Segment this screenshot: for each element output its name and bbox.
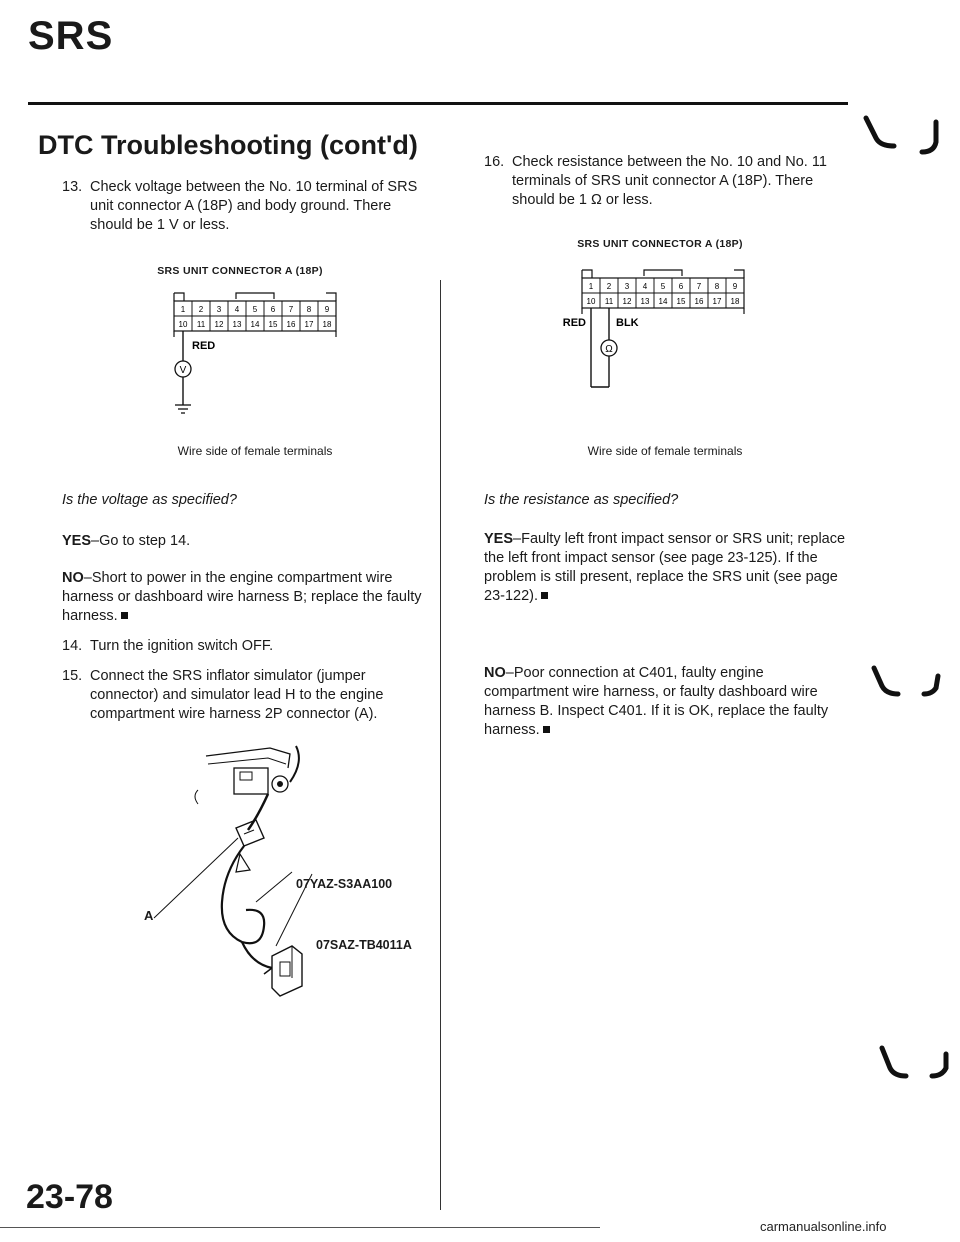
right-no-text: Poor connection at C401, faulty engine compartment wire harness, or faulty dashboard wire harness B. Inspect C401. If it is OK, replace the faulty harness. (484, 665, 829, 738)
left-voltmeter-icon: V (179, 365, 187, 376)
left-connector-cells (174, 301, 336, 331)
binder-mark-bottom-icon (876, 1042, 956, 1092)
binder-mark-middle-icon (868, 662, 948, 712)
left-terminal-label: 7 (288, 305, 294, 314)
left-connector-caption: Wire side of female terminals (177, 444, 333, 458)
right-ohmmeter-icon: Ω (605, 344, 613, 355)
step-15-number: 15. (62, 668, 83, 684)
left-terminal-label: 13 (232, 320, 242, 329)
right-terminal-label: 17 (712, 297, 722, 306)
right-terminal-label: 9 (732, 282, 738, 291)
step-13 (62, 178, 425, 235)
end-mark-icon (543, 726, 550, 733)
section-title: DTC Troubleshooting (cont'd) (38, 130, 418, 160)
page-number: 23-78 (26, 1178, 113, 1216)
right-terminal-label: 7 (696, 282, 702, 291)
step-16 (484, 153, 842, 210)
page-header-title: SRS (28, 14, 114, 58)
right-terminal-label: 4 (642, 282, 648, 291)
right-terminal-label: 14 (658, 297, 668, 306)
right-terminal-label: 3 (624, 282, 630, 291)
left-terminal-label: 14 (250, 320, 260, 329)
step-16-number: 16. (484, 154, 505, 170)
left-no-label: NO (62, 570, 84, 586)
left-terminal-label: 6 (270, 305, 276, 314)
left-terminal-label: 12 (214, 320, 224, 329)
right-terminal-label: 1 (588, 282, 594, 291)
right-wire-right-label: BLK (616, 317, 639, 329)
left-terminal-label: 3 (216, 305, 222, 314)
part-number-2: 07SAZ-TB4011A (316, 938, 412, 952)
column-divider (440, 280, 441, 1210)
right-terminal-label: 5 (660, 282, 666, 291)
left-connector-title: SRS UNIT CONNECTOR A (18P) (157, 265, 323, 277)
left-no-text: Short to power in the engine compartment wire harness or dashboard wire harness B; replace the faulty harness. (62, 570, 422, 624)
right-terminal-label: 18 (730, 297, 740, 306)
left-terminal-label: 2 (198, 305, 204, 314)
header-rule (28, 102, 848, 105)
step-15-text: Connect the SRS inflator simulator (jumper connector) and simulator lead H to the engine compartment wire harness 2P connector (A). (90, 668, 384, 722)
left-terminal-label: 4 (234, 305, 240, 314)
right-terminal-label: 2 (606, 282, 612, 291)
left-terminal-label: 8 (306, 305, 312, 314)
left-wire-color-label: RED (192, 340, 216, 352)
right-yes-label: YES (484, 531, 514, 547)
left-terminal-label: 17 (304, 320, 314, 329)
right-yes-answer: YES–Faulty left front impact sensor or SRS unit; replace the left front impact sensor (see page 23-125). If the problem is still present, replace the SRS unit (see page 23-122). (484, 531, 846, 604)
step-15 (62, 667, 425, 724)
left-terminal-label: 16 (286, 320, 296, 329)
left-question: Is the voltage as specified? (62, 492, 237, 508)
left-yes-label: YES (62, 533, 92, 549)
right-no-answer: NO–Poor connection at C401, faulty engine compartment wire harness, or faulty dashboard wire harness B. Inspect C401. If it is OK, replace the faulty harness. (484, 665, 829, 738)
left-terminal-label: 5 (252, 305, 258, 314)
right-terminal-label: 16 (694, 297, 704, 306)
step-16-text: Check resistance between the No. 10 and No. 11 terminals of SRS unit connector A (18P). There should be 1 Ω or less. (512, 154, 827, 208)
right-connector-cells (582, 278, 744, 308)
left-terminal-label: 15 (268, 320, 278, 329)
right-connector-caption: Wire side of female terminals (587, 444, 743, 458)
left-terminal-label: 9 (324, 305, 330, 314)
left-yes-answer: YES–Go to step 14. (62, 533, 191, 549)
end-mark-icon (541, 592, 548, 599)
left-connector-diagram (170, 285, 340, 435)
right-terminal-label: 8 (714, 282, 720, 291)
right-terminal-label: 11 (604, 297, 614, 306)
right-terminal-label: 13 (640, 297, 650, 306)
left-yes-text: Go to step 14. (99, 533, 191, 549)
watermark-text: carmanualsonline.info (760, 1219, 887, 1234)
left-no-answer: NO–Short to power in the engine compartment wire harness or dashboard wire harness B; replace the faulty harness. (62, 570, 422, 624)
step-14-number: 14. (62, 638, 83, 654)
right-yes-text: Faulty left front impact sensor or SRS unit; replace the left front impact sensor (see page 23-125). If the problem is still present, replace the SRS unit (see page 23-122). (484, 531, 846, 604)
right-no-label: NO (484, 665, 506, 681)
right-connector-diagram (548, 262, 748, 412)
binder-mark-top-icon (860, 112, 950, 162)
right-terminal-label: 10 (586, 297, 596, 306)
right-question: Is the resistance as specified? (484, 492, 679, 508)
part-number-1: 07YAZ-S3AA100 (296, 877, 393, 891)
left-terminal-label: 11 (196, 320, 206, 329)
left-terminal-label: 10 (178, 320, 188, 329)
step-13-number: 13. (62, 179, 83, 195)
step-14 (62, 637, 425, 656)
footer-rule (0, 1227, 600, 1228)
right-terminal-label: 6 (678, 282, 684, 291)
right-terminal-label: 12 (622, 297, 632, 306)
end-mark-icon (121, 612, 128, 619)
left-terminal-label: 18 (322, 320, 332, 329)
right-terminal-label: 15 (676, 297, 686, 306)
left-terminal-label: 1 (180, 305, 186, 314)
step-13-text: Check voltage between the No. 10 terminal of SRS unit connector A (18P) and body ground. There should be 1 V or less. (90, 179, 418, 233)
step-14-text: Turn the ignition switch OFF. (90, 638, 274, 654)
right-wire-left-label: RED (562, 317, 586, 329)
callout-a-label: A (144, 908, 154, 923)
right-connector-title: SRS UNIT CONNECTOR A (18P) (577, 238, 743, 250)
